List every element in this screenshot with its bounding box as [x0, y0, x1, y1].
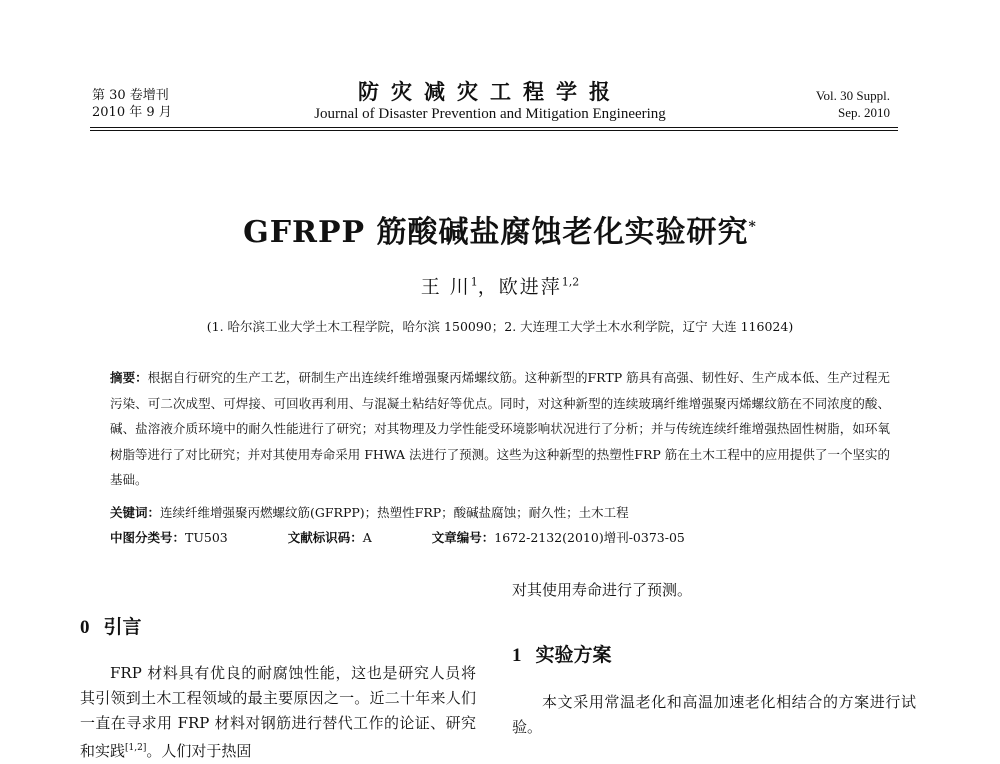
article-no	[432, 530, 713, 545]
author-2-affil: 1,2	[561, 275, 580, 289]
article-no-label: 文章编号：	[431, 530, 495, 545]
method-paragraph: 本文采用常温老化和高温加速老化相结合的方案进行试验。	[512, 693, 916, 736]
author-line	[0, 272, 1000, 299]
clc-value: TU503	[185, 530, 228, 545]
keywords-label: 关键词：	[110, 505, 161, 520]
volume-label-en: Vol. 30 Suppl.	[815, 88, 890, 103]
section-0-title: 引言	[103, 616, 142, 638]
intro-text-b: 。人们对于热固	[146, 742, 252, 760]
author-1: 王 川	[420, 276, 471, 298]
clc	[110, 530, 256, 545]
classification-line	[110, 528, 910, 546]
keywords	[110, 503, 910, 521]
intro-paragraph	[80, 661, 476, 764]
paper-title	[0, 207, 1000, 251]
author-2: 欧进萍	[498, 276, 562, 298]
article-no-value: 1672-2132(2010)增刊-0373-05	[494, 530, 685, 545]
intro-citation: [1,2]	[125, 743, 147, 753]
clc-label: 中图分类号：	[110, 530, 186, 545]
paper-title-text: GFRPP 筋酸碱盐腐蚀老化实验研究	[243, 215, 749, 250]
continued-text: 对其使用寿命进行了预测。	[512, 581, 693, 599]
section-0-number: 0	[80, 617, 90, 638]
issue-date: 2010 年 9 月	[92, 105, 172, 120]
title-footnote-mark: *	[748, 219, 757, 235]
doc-code	[288, 530, 400, 545]
section-0-heading	[80, 612, 476, 639]
section-1-number: 1	[512, 645, 522, 666]
issue-info-en	[816, 87, 890, 121]
header-rule-bottom	[90, 130, 898, 131]
header-rule-top	[90, 127, 898, 128]
affiliations: (1. 哈尔滨工业大学土木工程学院，哈尔滨 150090；2. 大连理工大学土木水利学院，辽宁 大连 116024)	[206, 319, 794, 334]
author-1-affil: 1	[470, 275, 478, 289]
journal-title-cn: 防灾减灾工程学报	[358, 79, 622, 104]
section-1-heading	[512, 640, 916, 667]
abstract-label: 摘要：	[110, 370, 148, 385]
abstract	[110, 365, 890, 493]
author-separator: ，	[477, 276, 499, 298]
intro-text-a: FRP 材料具有优良的耐腐蚀性能，这也是研究人员将其引领到土木工程领域的最主要原因之一。近二十年来人们一直在寻求用 FRP 材料对钢筋进行替代工作的论证、研究和实践	[80, 664, 476, 760]
issue-info	[92, 87, 172, 121]
volume-label: 第 30 卷增刊	[92, 88, 169, 103]
journal-title	[240, 80, 740, 124]
keywords-text: 连续纤维增强聚丙燃螺纹筋(GFRPP)；热塑性FRP；酸碱盐腐蚀；耐久性；土木工程	[160, 505, 629, 520]
doc-code-value: A	[362, 530, 372, 545]
section-1-title: 实验方案	[535, 644, 612, 666]
issue-date-en: Sep. 2010	[838, 105, 890, 120]
journal-title-en: Journal of Disaster Prevention and Mitigation Engineering	[314, 106, 666, 122]
doc-code-label: 文献标识码：	[287, 530, 363, 545]
abstract-text: 根据自行研究的生产工艺，研制生产出连续纤维增强聚丙烯螺纹筋。这种新型的FRTP 筋具有高强、韧性好、生产成本低、生产过程无污染、可二次成型、可焊接、可回收再利用、与混凝土粘结好等优点。同时，对这种新型的连续玻璃纤维增强聚丙烯螺纹筋在不同浓度的酸、碱、盐溶液介质环境中的耐久性能进行了研究；对其物理及力学性能受环境影响状况进行了分析；并与传统连续纤维增强热固性树脂，如环氧树脂等进行了对比研究；并对其使用寿命采用 FHWA 法进行了预测。这些为这种新型的热塑性FRP 筋在土木工程中的应用提供了一个坚实的基础。	[110, 370, 890, 487]
